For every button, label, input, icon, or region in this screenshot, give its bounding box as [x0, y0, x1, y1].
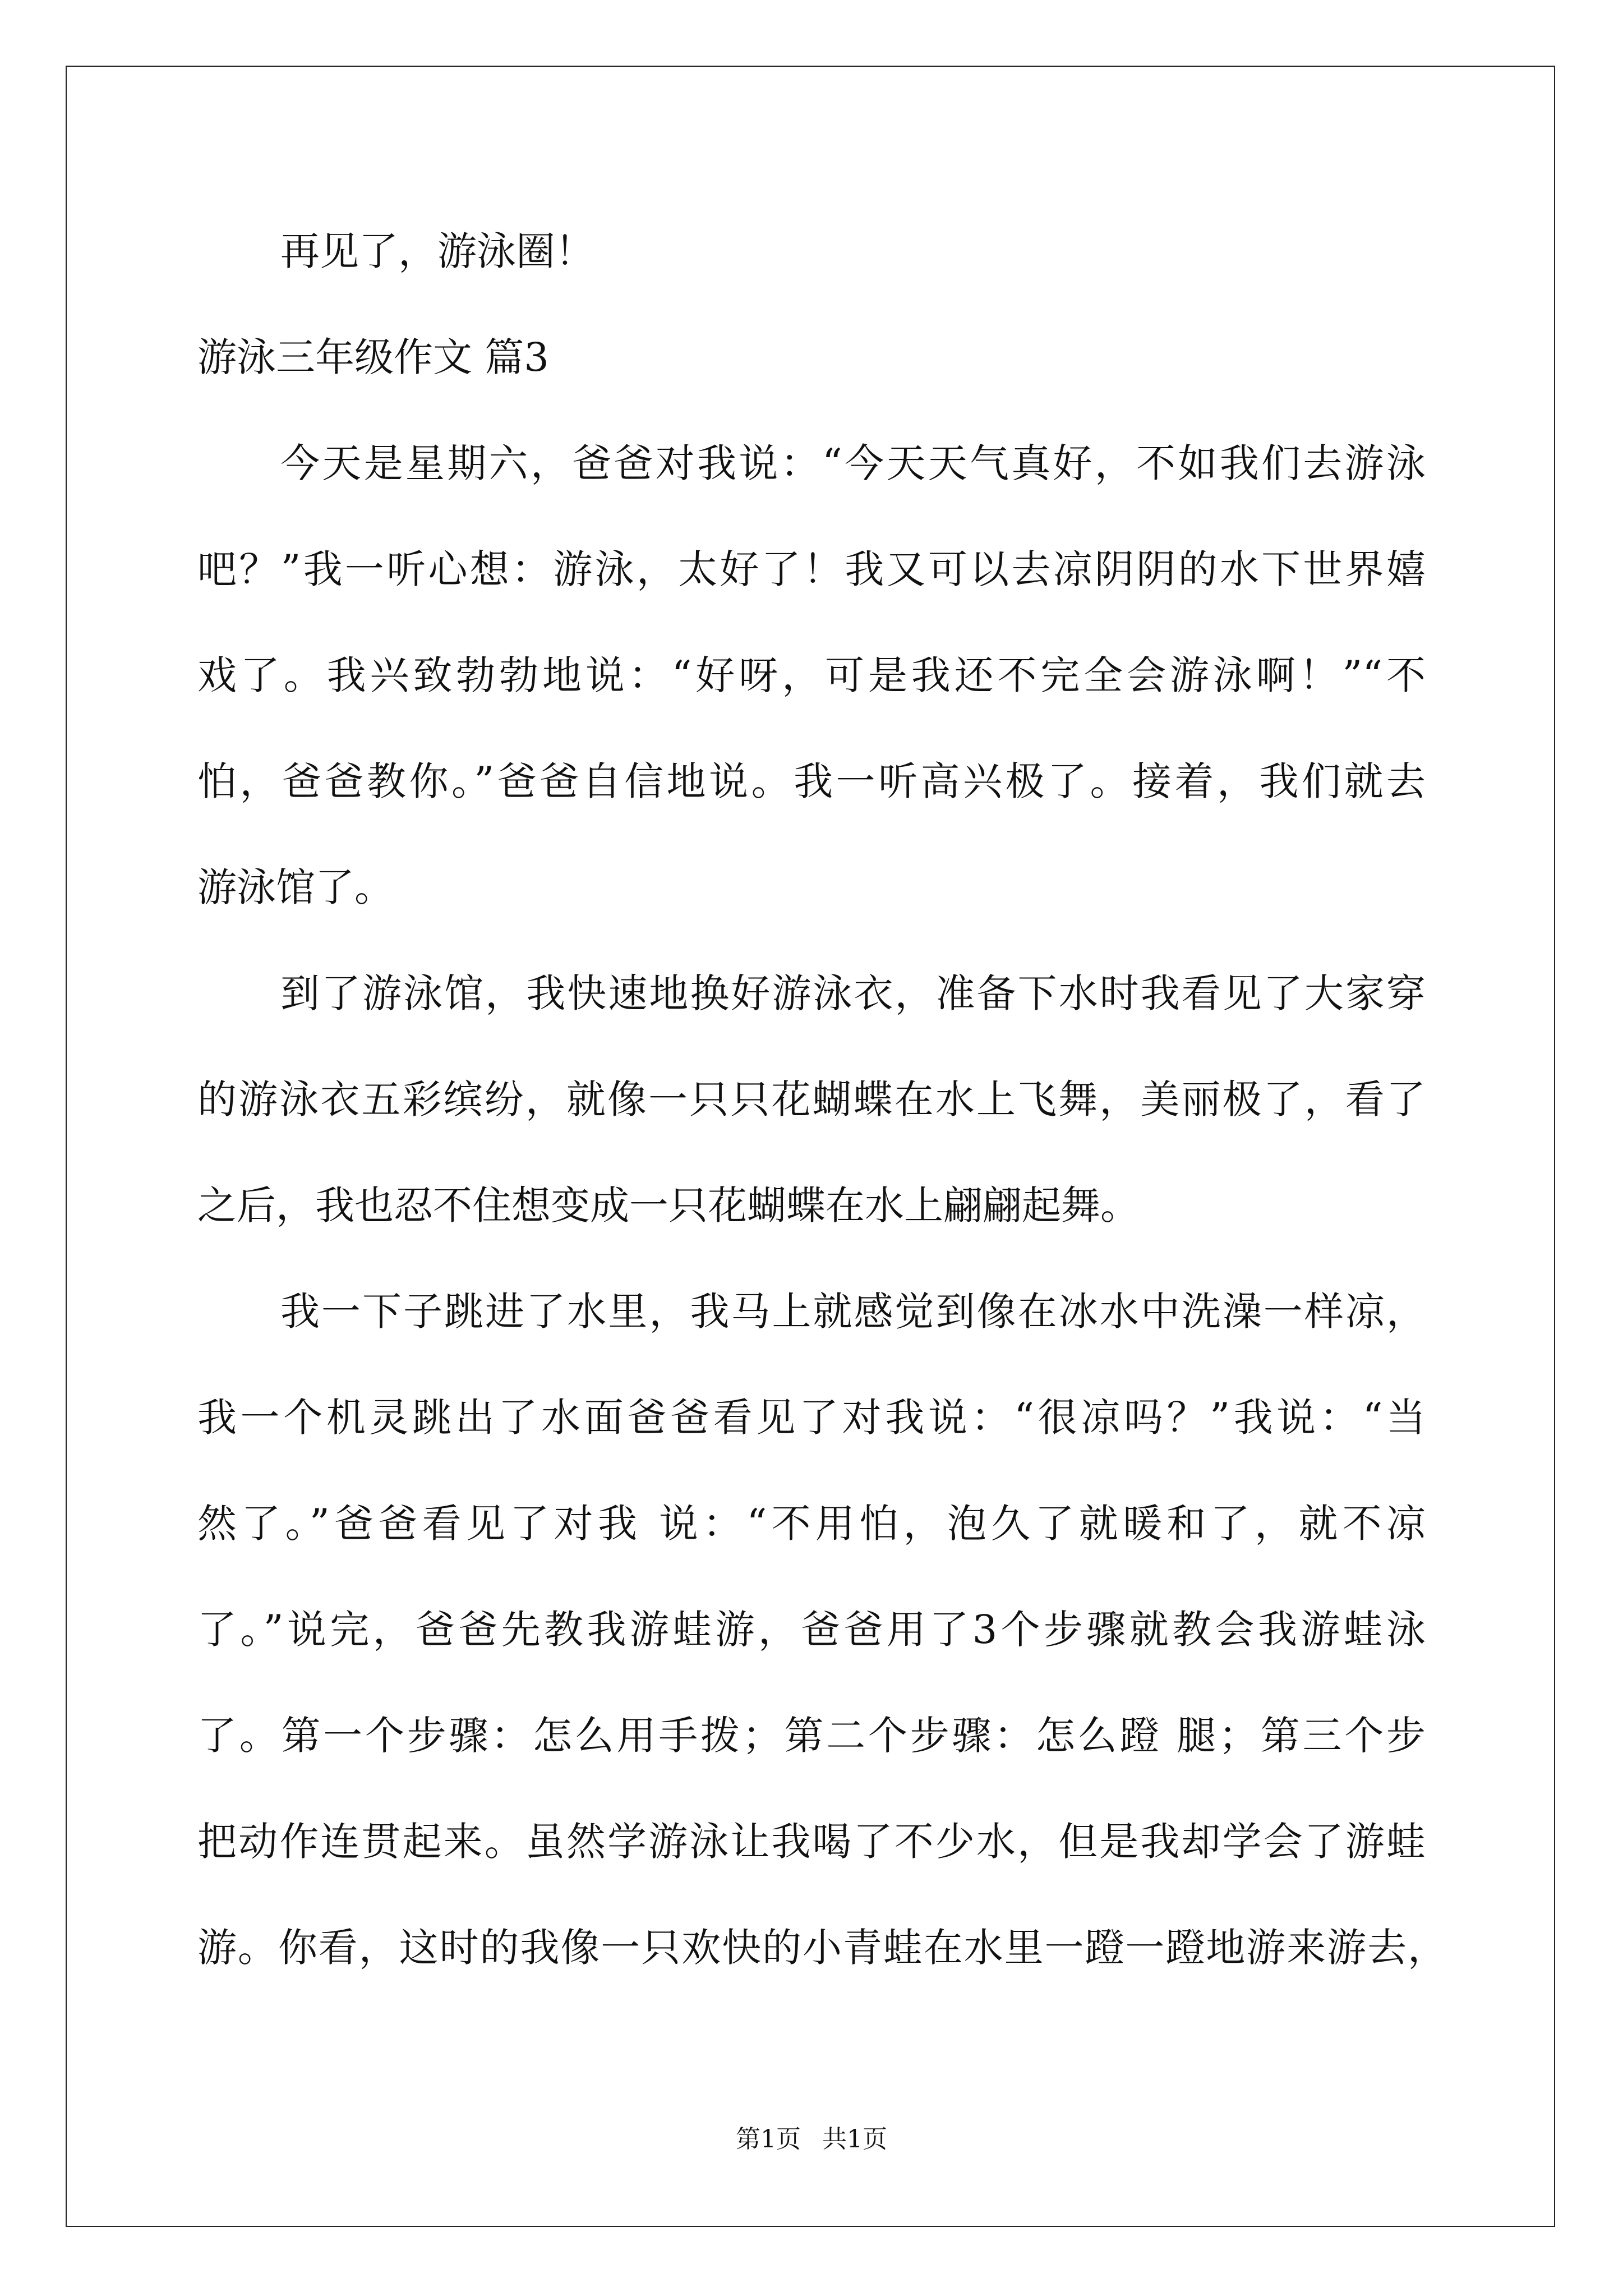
paragraph-line: 了。第一个步骤：怎么用手拨；第二个步骤：怎么蹬 腿；第三个步 — [197, 1713, 1426, 1759]
paragraph-line: 的游泳衣五彩缤纷，就像一只只花蝴蝶在水上飞舞，美丽极了，看了 — [197, 1076, 1426, 1122]
paragraph-line: 游泳馆了。 — [197, 864, 394, 910]
paragraph-line: 吧？”我一听心想：游泳，太好了！我又可以去凉阴阴的水下世界嬉 — [197, 546, 1426, 592]
paragraph-line: 把动作连贯起来。虽然学游泳让我喝了不少水，但是我却学会了游蛙 — [197, 1819, 1426, 1865]
paragraph-line: 然了。”爸爸看见了对我 说：“不用怕，泡久了就暖和了，就不凉 — [197, 1501, 1426, 1547]
paragraph-line: 我一个机灵跳出了水面爸爸看见了对我说：“很凉吗？”我说：“当 — [197, 1395, 1426, 1441]
document-body — [197, 199, 1447, 2001]
essay-title: 游泳三年级作文 篇3 — [197, 334, 549, 380]
page-footer: 第1页 共1页 — [736, 2125, 887, 2154]
paragraph-line: 怕，爸爸教你。”爸爸自信地说。我一听高兴极了。接着，我们就去 — [197, 758, 1426, 804]
paragraph-line: 之后，我也忍不住想变成一只花蝴蝶在水上翩翩起舞。 — [197, 1182, 1140, 1228]
paragraph-line: 游。你看，这时的我像一只欢快的小青蛙在水里一蹬一蹬地游来游去， — [197, 1925, 1447, 1971]
paragraph-line: 了。”说完，爸爸先教我游蛙游，爸爸用了3个步骤就教会我游蛙泳 — [197, 1607, 1426, 1653]
paragraph-line: 戏了。我兴致勃勃地说：“好呀，可是我还不完全会游泳啊！”“不 — [197, 652, 1426, 698]
paragraph-line: 今天是星期六，爸爸对我说：“今天天气真好，不如我们去游泳 — [280, 440, 1426, 486]
paragraph-line: 再见了，游泳圈！ — [280, 228, 594, 274]
paragraph-line: 我一下子跳进了水里，我马上就感觉到像在冰水中洗澡一样凉， — [280, 1289, 1426, 1335]
paragraph-line: 到了游泳馆，我快速地换好游泳衣，准备下水时我看见了大家穿 — [280, 970, 1426, 1016]
